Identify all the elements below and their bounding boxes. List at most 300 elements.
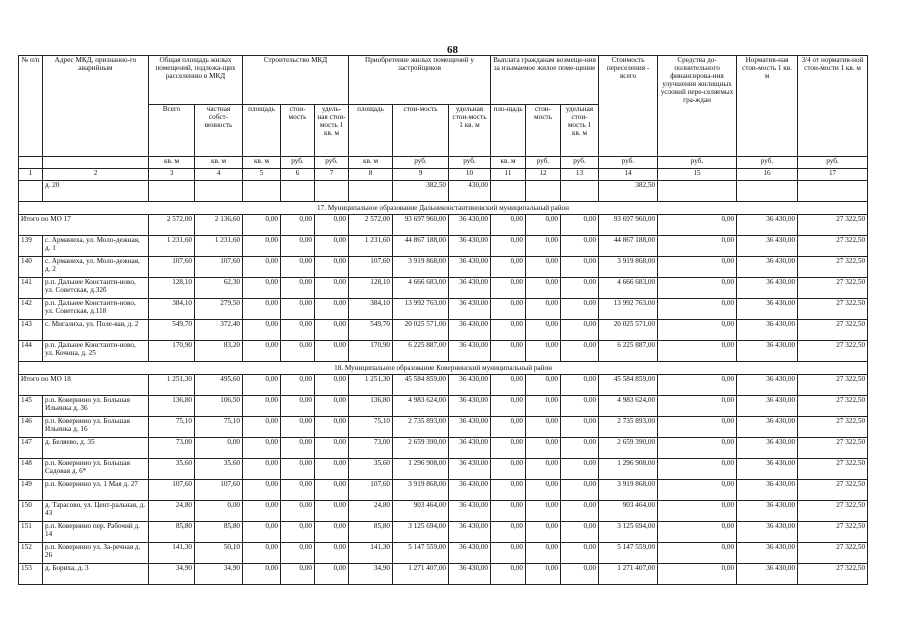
address-cell: р.п. Ковернино ул. Большая Ильинка д. 16 [43,417,149,438]
table-cell: 35,60 [349,459,393,480]
table-cell: 3 125 694,00 [393,522,449,543]
row-number: 141 [19,278,43,299]
table-cell: 0,00 [491,438,526,459]
table-cell: 0,00 [281,438,315,459]
table-cell: 0,00 [526,215,561,236]
table-cell: 0,00 [491,501,526,522]
column-number: 14 [599,169,658,181]
table-cell: 0,00 [658,375,737,396]
table-cell: 85,80 [149,522,195,543]
table-row [19,278,868,299]
row-number: 140 [19,257,43,278]
column-number: 4 [195,169,243,181]
table-cell: 0,00 [315,438,349,459]
header-no: № п/п [19,56,43,157]
table-cell: 1 231,60 [195,236,243,257]
table-cell: 0,00 [281,236,315,257]
table-cell: 0,00 [315,257,349,278]
table-cell: 27 322,50 [798,320,868,341]
table-cell: 93 697 960,00 [599,215,658,236]
table-cell: 107,60 [149,480,195,501]
unit-cell: руб. [449,157,491,169]
unit-cell: руб. [599,157,658,169]
address-cell: р.п. Ковернино ул. 1 Мая д. 27 [43,480,149,501]
table-cell: 430,00 [449,181,491,202]
table-cell: 0,00 [491,564,526,585]
table-cell: 24,80 [349,501,393,522]
table-cell: 2 136,60 [195,215,243,236]
table-cell: 0,00 [281,278,315,299]
table-cell: 36 430,00 [449,341,491,362]
table-cell: 0,00 [281,299,315,320]
table-cell: 0,00 [561,501,599,522]
table-cell: 0,00 [561,215,599,236]
header-construction: Строительство МКД [243,56,349,105]
table-cell: 372,40 [195,320,243,341]
table-cell: 3 125 694,00 [599,522,658,543]
subheader-private: частная собст-венность [195,105,243,157]
table-cell: 36 430,00 [449,438,491,459]
table-cell: 0,00 [526,278,561,299]
table-cell: 0,00 [658,396,737,417]
row-number: 152 [19,543,43,564]
table-row [19,459,868,480]
table-cell: 0,00 [281,320,315,341]
table-cell: 384,10 [149,299,195,320]
table-cell: 93 697 960,00 [393,215,449,236]
table-cell: 128,10 [149,278,195,299]
table-cell: 0,00 [491,236,526,257]
table-cell: 0,00 [315,236,349,257]
table-cell: 0,00 [281,215,315,236]
table-cell: 36 430,00 [449,480,491,501]
table-cell [561,181,599,202]
column-number: 6 [281,169,315,181]
table-cell [658,181,737,202]
table-cell: 2 735 893,00 [599,417,658,438]
table-cell: 0,00 [243,459,281,480]
header-address: Адрес МКД, признанно-го аварийным [43,56,149,157]
table-cell: 62,30 [195,278,243,299]
table-cell: 0,00 [281,501,315,522]
table-cell: 4 666 683,00 [599,278,658,299]
table-cell: 36 430,00 [737,320,798,341]
table-cell: 0,00 [243,417,281,438]
table-cell: 36 430,00 [737,501,798,522]
table-cell: 279,50 [195,299,243,320]
table-cell: 0,00 [315,375,349,396]
table-cell: 0,00 [526,459,561,480]
table-cell: 27 322,50 [798,438,868,459]
table-cell: 36 430,00 [737,522,798,543]
table-cell: 27 322,50 [798,375,868,396]
table-cell: 0,00 [561,459,599,480]
table-cell: 0,00 [315,320,349,341]
table-cell: 0,00 [561,257,599,278]
table-cell: 0,00 [658,257,737,278]
table-cell: 0,00 [315,396,349,417]
table-cell: 0,00 [243,375,281,396]
table-cell [491,181,526,202]
table-cell: 36 430,00 [737,480,798,501]
table-cell: 0,00 [561,375,599,396]
table-body [19,181,868,585]
table-cell: 0,00 [526,438,561,459]
table-cell: 34,90 [149,564,195,585]
table-cell: 0,00 [243,396,281,417]
unit-cell: руб. [393,157,449,169]
table-cell: 45 584 859,00 [393,375,449,396]
table-cell: 0,00 [315,501,349,522]
table-cell: 0,00 [526,543,561,564]
unit-cell: кв. м [491,157,526,169]
table-cell: 0,00 [315,459,349,480]
row-number: 149 [19,480,43,501]
unit-cell: кв. м [243,157,281,169]
table-cell: 36 430,00 [449,278,491,299]
table-cell: 0,00 [243,480,281,501]
table-cell: 83,20 [195,341,243,362]
table-cell: 0,00 [243,215,281,236]
table-cell: 1 271 407,00 [393,564,449,585]
table-cell: 34,90 [195,564,243,585]
column-number: 11 [491,169,526,181]
header-total-area: Общая площадь жилых помещений, подлежа-щих расселению в МКД [149,56,243,105]
table-cell: 0,00 [315,341,349,362]
table-cell: 0,00 [561,522,599,543]
table-cell: 36 430,00 [449,522,491,543]
table-cell: 20 025 571,00 [393,320,449,341]
row-number: 142 [19,299,43,320]
table-cell: 0,00 [315,417,349,438]
table-cell: 0,00 [243,320,281,341]
table-cell: 0,00 [658,320,737,341]
table-cell: 549,70 [349,320,393,341]
table-cell: 0,00 [526,375,561,396]
header-acquisition: Приобретение жилых помещений у застройщиков [349,56,491,105]
table-cell: 106,50 [195,396,243,417]
table-cell: 0,00 [315,299,349,320]
table-cell: 45 584 859,00 [599,375,658,396]
row-number: 145 [19,396,43,417]
column-number: 17 [798,169,868,181]
subheader-constr-unit: удель-ная стои-мость 1 кв. м [315,105,349,157]
table-cell: 44 867 188,00 [599,236,658,257]
table-cell: 3 919 868,00 [393,257,449,278]
table-cell: 5 147 559,00 [393,543,449,564]
address-cell: р.п. Дальнее Константи-ново, ул. Советская, д.118 [43,299,149,320]
address-cell: с. Арманиха, ул. Моло-дежная, д. 2 [43,257,149,278]
table-cell: 107,60 [195,480,243,501]
table-cell: 0,00 [491,543,526,564]
table-cell: 107,60 [195,257,243,278]
table-cell: 36 430,00 [737,459,798,480]
address-cell: с. Мигалиха, ул. Поле-вая, д. 2 [43,320,149,341]
table-cell: 0,00 [491,257,526,278]
table-cell: 36 430,00 [449,543,491,564]
table-cell: 50,10 [195,543,243,564]
table-cell: 36 430,00 [737,215,798,236]
table-cell: 27 322,50 [798,278,868,299]
table-cell [798,181,868,202]
table-cell: 0,00 [561,320,599,341]
table-cell: 0,00 [526,417,561,438]
table-row [19,543,868,564]
column-number: 16 [737,169,798,181]
table-cell: 36 430,00 [737,375,798,396]
column-number: 3 [149,169,195,181]
table-cell: 495,60 [195,375,243,396]
table-cell: 1 251,30 [149,375,195,396]
header-norm-cost: Норматив-ная стои-мость 1 кв. м [737,56,798,157]
row-number: 144 [19,341,43,362]
total-row [19,375,868,396]
table-cell: 35,60 [195,459,243,480]
table-cell: 0,00 [658,417,737,438]
table-cell: 36 430,00 [737,257,798,278]
table-cell: 85,80 [195,522,243,543]
table-row [19,341,868,362]
unit-cell: руб. [281,157,315,169]
table-cell: 85,80 [349,522,393,543]
table-cell: 0,00 [561,299,599,320]
resettlement-table [18,55,868,585]
address-cell: р.п. Ковернино пер. Рабочий д. 14 [43,522,149,543]
table-cell: 0,00 [561,543,599,564]
table-cell: 0,00 [658,480,737,501]
subheader-total: Всего [149,105,195,157]
table-cell: 0,00 [491,417,526,438]
table-cell: 0,00 [281,341,315,362]
row-number: 151 [19,522,43,543]
table-cell: 35,60 [149,459,195,480]
table-cell: 0,00 [491,522,526,543]
table-row [19,257,868,278]
table-cell: 73,00 [149,438,195,459]
table-cell [526,181,561,202]
row-number [19,181,43,202]
table-cell: 0,00 [281,396,315,417]
table-cell: 36 430,00 [449,215,491,236]
unit-cell: руб. [658,157,737,169]
table-cell: 36 430,00 [737,417,798,438]
table-cell: 0,00 [281,375,315,396]
table-cell: 0,00 [243,257,281,278]
column-number: 2 [43,169,149,181]
unit-cell: кв. м [349,157,393,169]
table-cell: 27 322,50 [798,341,868,362]
table-cell: 36 430,00 [449,459,491,480]
table-cell: 27 322,50 [798,396,868,417]
table-cell: 2 659 390,00 [599,438,658,459]
subheader-pay-cost: стои-мость [526,105,561,157]
subheader-constr-cost: стои-мость [281,105,315,157]
address-cell: р.п. Ковернино ул. За-речная д. 26 [43,543,149,564]
table-cell: 0,00 [658,341,737,362]
table-cell: 1 231,60 [349,236,393,257]
table-cell: 0,00 [491,278,526,299]
table-cell: 0,00 [195,438,243,459]
table-row [19,320,868,341]
total-label: Итого по МО 17 [19,215,149,236]
unit-cell: кв. м [195,157,243,169]
table-cell: 903 464,00 [599,501,658,522]
row-number: 147 [19,438,43,459]
table-cell: 136,80 [349,396,393,417]
table-cell: 0,00 [658,278,737,299]
table-cell: 1 296 908,00 [393,459,449,480]
table-row [19,181,868,202]
table-cell: 6 225 887,00 [599,341,658,362]
table-cell: 141,30 [349,543,393,564]
unit-cell: руб. [315,157,349,169]
table-cell: 0,00 [526,396,561,417]
table-cell: 36 430,00 [449,375,491,396]
address-cell: д. Тарасово, ул. Цент-ральная, д. 43 [43,501,149,522]
table-row [19,299,868,320]
table-cell: 5 147 559,00 [599,543,658,564]
table-cell: 0,00 [526,564,561,585]
table-cell: 36 430,00 [737,543,798,564]
table-cell: 24,80 [149,501,195,522]
column-number: 13 [561,169,599,181]
row-number: 153 [19,564,43,585]
table-cell: 2 735 893,00 [393,417,449,438]
address-cell: р.п. Ковернино ул. Большая Садовая д. 6* [43,459,149,480]
section-title: 17. Муниципальное образование Дальнеконстантиновский муниципальный район [19,202,868,215]
section-row [19,202,868,215]
table-cell: 107,60 [349,480,393,501]
table-cell: 36 430,00 [449,236,491,257]
table-cell: 0,00 [281,543,315,564]
table-cell: 0,00 [526,501,561,522]
unit-cell: руб. [561,157,599,169]
table-cell: 27 322,50 [798,501,868,522]
table-cell: 107,60 [149,257,195,278]
header-payment: Выплата гражданам возмеще-ния за изымаемое жилое поме-щение [491,56,599,105]
table-cell: 0,00 [315,522,349,543]
table-cell: 27 322,50 [798,257,868,278]
column-number: 12 [526,169,561,181]
row-number: 146 [19,417,43,438]
table-cell: 128,10 [349,278,393,299]
table-cell: 0,00 [491,459,526,480]
table-cell: 0,00 [526,299,561,320]
subheader-acq-area: площадь [349,105,393,157]
table-row [19,417,868,438]
table-cell: 36 430,00 [737,299,798,320]
column-number-row [19,169,868,181]
row-number: 150 [19,501,43,522]
table-cell: 0,00 [281,480,315,501]
table-cell: 27 322,50 [798,299,868,320]
address-cell: д. Бориха, д. 3 [43,564,149,585]
table-cell: 382,50 [599,181,658,202]
table-header [19,56,868,181]
table-cell: 36 430,00 [449,501,491,522]
column-number: 7 [315,169,349,181]
table-cell: 3 919 868,00 [393,480,449,501]
column-number: 10 [449,169,491,181]
table-cell [281,181,315,202]
table-cell: 3 919 868,00 [599,257,658,278]
table-cell: 384,10 [349,299,393,320]
table-cell: 0,00 [561,236,599,257]
table-cell: 0,00 [561,396,599,417]
table-cell: 0,00 [281,522,315,543]
table-cell: 0,00 [315,215,349,236]
table-cell: 107,60 [349,257,393,278]
table-cell: 36 430,00 [737,438,798,459]
table-cell: 0,00 [526,522,561,543]
table-cell: 36 430,00 [737,564,798,585]
table-cell: 549,70 [149,320,195,341]
table-cell: 27 322,50 [798,417,868,438]
table-cell: 2 572,00 [349,215,393,236]
table-cell: 36 430,00 [449,417,491,438]
unit-cell: руб. [526,157,561,169]
table-cell [315,181,349,202]
table-cell: 2 659 390,00 [393,438,449,459]
unit-cell: руб. [798,157,868,169]
table-cell: 75,10 [195,417,243,438]
header-three-quarters: 3/4 от норматив-ной стои-мости 1 кв. м [798,56,868,157]
table-row [19,501,868,522]
table-row [19,480,868,501]
table-row [19,236,868,257]
table-row [19,438,868,459]
table-cell: 0,00 [658,522,737,543]
table-row [19,564,868,585]
table-cell [349,181,393,202]
table-cell: 36 430,00 [449,257,491,278]
table-cell: 27 322,50 [798,236,868,257]
subheader-acq-cost: стои-мость [393,105,449,157]
table-cell: 0,00 [243,522,281,543]
total-label: Итого по МО 18 [19,375,149,396]
subheader-constr-area: площадь [243,105,281,157]
table-cell [195,181,243,202]
unit-cell: руб. [737,157,798,169]
table-cell: 0,00 [526,257,561,278]
table-cell: 0,00 [315,480,349,501]
table-cell: 0,00 [243,543,281,564]
row-number: 148 [19,459,43,480]
page-number: 68 [447,44,458,56]
table-cell: 0,00 [526,236,561,257]
table-cell: 0,00 [491,341,526,362]
address-cell: д. 20 [43,181,149,202]
table-cell: 0,00 [243,278,281,299]
table-cell: 2 572,00 [149,215,195,236]
table-cell [243,181,281,202]
address-cell: р.п. Дальнее Константи-ново, ул. Кочина, д. 25 [43,341,149,362]
section-row [19,362,868,375]
table-cell: 44 867 188,00 [393,236,449,257]
table-cell: 0,00 [526,480,561,501]
table-cell: 0,00 [281,459,315,480]
units-row [19,157,868,169]
table-cell: 0,00 [315,278,349,299]
unit-cell: кв. м [149,157,195,169]
section-title: 18. Муниципальное образование Ковернинский муниципальный район [19,362,868,375]
table-cell: 0,00 [491,215,526,236]
table-cell: 36 430,00 [737,236,798,257]
table-cell: 1 231,60 [149,236,195,257]
table-cell: 4 983 624,00 [599,396,658,417]
table-cell: 36 430,00 [737,278,798,299]
table-cell: 1 251,30 [349,375,393,396]
